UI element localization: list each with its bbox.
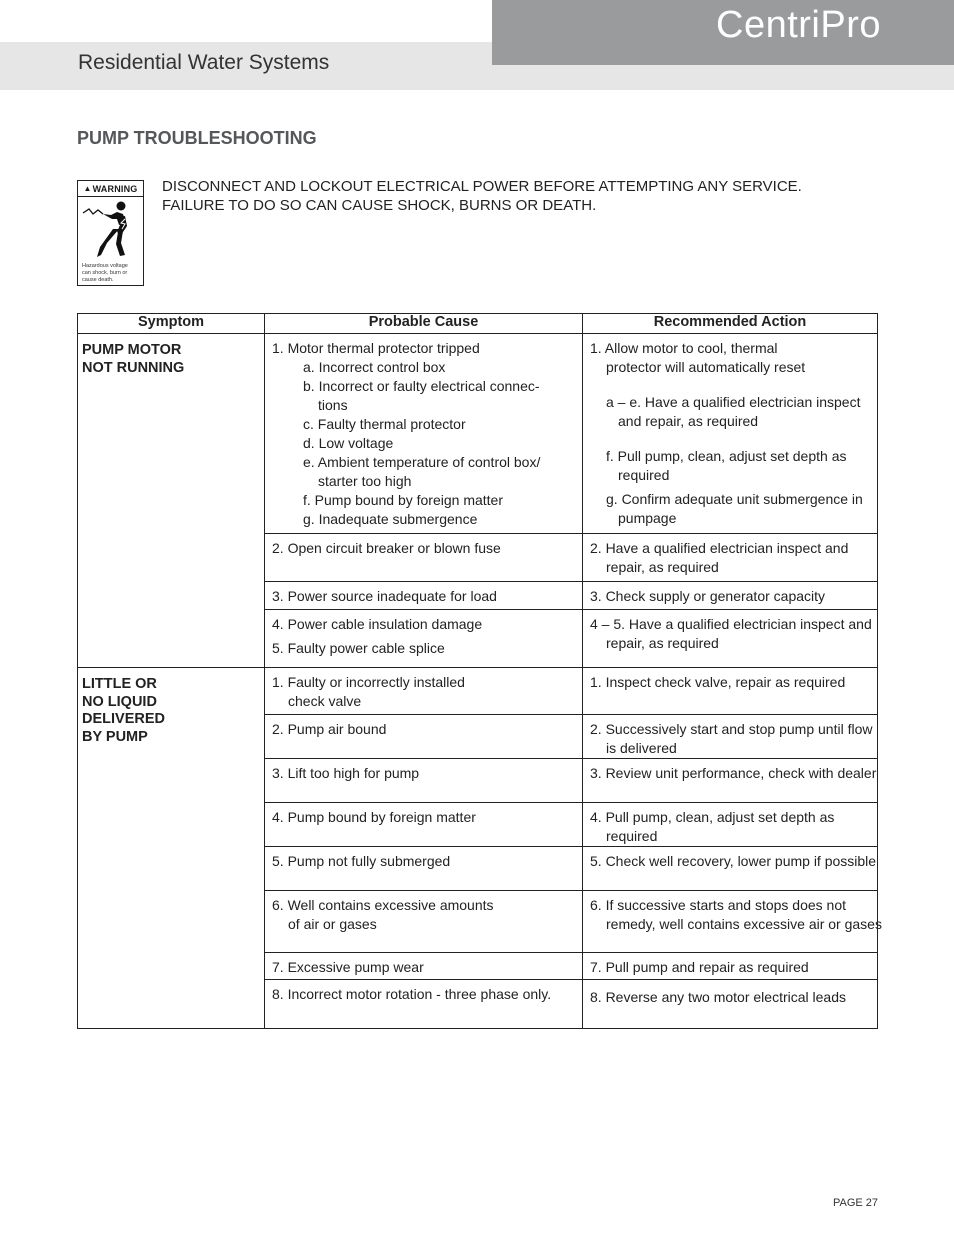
symptom-label: PUMP MOTOR NOT RUNNING [82,342,185,376]
action-cell [583,953,878,980]
cause-text: 1. Motor thermal protector tripped [272,340,480,356]
cause-text: 4. Pump bound by foreign matter [272,809,476,825]
action-text: 3. Review unit performance, check with dealer [590,765,877,781]
warning-caption [82,263,142,284]
cause-text: 3. Lift too high for pump [272,765,420,781]
warning-caption-line: Hazardous voltage [82,263,128,269]
action-text: 2. Successively start and stop pump until flow [590,721,873,737]
column-header-probable-cause: Probable Cause [265,314,583,334]
symptom-label: LITTLE OR NO LIQUID DELIVERED BY PUMP [82,676,165,745]
action-cell [583,668,878,715]
cause-cell [265,610,583,668]
section-title: PUMP TROUBLESHOOTING [77,128,317,148]
action-cell [583,334,878,534]
warning-statement-line: FAILURE TO DO SO CAN CAUSE SHOCK, BURNS OR DEATH. [162,197,597,214]
cause-text: 8. Incorrect motor rotation - three phase only. [272,986,552,1002]
warning-statement [162,177,862,215]
symptom-cell [78,334,265,668]
cause-text: 5. Pump not fully submerged [272,853,451,869]
cause-text: c. Faulty thermal protector [303,416,466,432]
action-cell [583,803,878,847]
column-header-symptom: Symptom [78,314,265,334]
cause-text: 3. Power source inadequate for load [272,588,497,604]
cause-text: check valve [288,693,362,709]
cause-text: g. Inadequate submergence [303,511,478,527]
table-row [78,668,878,715]
troubleshooting-table [77,313,882,1029]
document-subtitle: Residential Water Systems [78,51,330,74]
cause-cell [265,980,583,1029]
brand-logo-text: CentriPro [716,4,881,46]
action-text: repair, as required [606,559,719,575]
electric-shock-icon [81,199,141,261]
action-text: repair, as required [606,635,719,651]
cause-cell [265,668,583,715]
warning-triangle-icon: ▲ [83,184,92,193]
warning-header-text: WARNING [92,183,138,194]
cause-text: of air or gases [288,916,377,932]
action-text: 6. If successive starts and stops does not [590,897,847,913]
cause-text: b. Incorrect or faulty electrical connec- [303,378,540,394]
action-text: is delivered [606,740,677,756]
cause-text: 1. Faulty or incorrectly installed [272,674,465,690]
action-text: pumpage [618,510,677,526]
cause-text: d. Low voltage [303,435,394,451]
warning-caption-line: cause death. [82,277,114,283]
cause-cell [265,953,583,980]
action-text: 1. Inspect check valve, repair as required [590,674,846,690]
column-header-recommended-action: Recommended Action [583,314,878,334]
action-text: remedy, well contains excessive air or gases [606,916,882,932]
cause-text: 7. Excessive pump wear [272,959,424,975]
action-cell [583,980,878,1029]
action-text: 4 – 5. Have a qualified electrician inspect and [590,616,872,632]
cause-text: e. Ambient temperature of control box/ [303,454,541,470]
action-text: and repair, as required [618,413,759,429]
action-text: protector will automatically reset [606,359,806,375]
warning-caption-line: can shock, burn or [82,270,128,276]
symptom-cell [78,668,265,1029]
action-text: a – e. Have a qualified electrician inspect [606,394,861,410]
action-text: 1. Allow motor to cool, thermal [590,340,778,356]
action-cell [583,534,878,582]
warning-statement-line: DISCONNECT AND LOCKOUT ELECTRICAL POWER BEFORE ATTEMPTING ANY SERVICE. [162,178,802,195]
action-text: f. Pull pump, clean, adjust set depth as [606,448,847,464]
action-text: 2. Have a qualified electrician inspect and [590,540,849,556]
action-cell [583,891,882,953]
cause-text: tions [318,397,348,413]
cause-cell [265,803,583,847]
table-header-row [78,314,878,334]
action-text: 3. Check supply or generator capacity [590,588,826,604]
cause-text: 5. Faulty power cable splice [272,640,445,656]
cause-text: 2. Open circuit breaker or blown fuse [272,540,501,556]
cause-text: f. Pump bound by foreign matter [303,492,503,508]
action-text: required [618,467,670,483]
cause-text: 4. Power cable insulation damage [272,616,483,632]
action-cell [583,582,878,610]
action-cell [583,847,878,891]
action-cell [583,610,878,668]
cause-cell [265,759,583,803]
action-text: g. Confirm adequate unit submergence in [606,491,863,507]
action-text: required [606,828,658,844]
cause-cell [265,891,583,953]
page-number: PAGE 27 [833,1197,879,1209]
action-text: 8. Reverse any two motor electrical leads [590,989,846,1005]
cause-cell [265,334,583,534]
cause-cell [265,582,583,610]
action-cell [583,759,878,803]
action-text: 7. Pull pump and repair as required [590,959,809,975]
cause-text: a. Incorrect control box [303,359,446,375]
cause-text: 2. Pump air bound [272,721,387,737]
cause-cell [265,847,583,891]
action-text: 4. Pull pump, clean, adjust set depth as [590,809,835,825]
table-row [78,334,878,534]
cause-text: 6. Well contains excessive amounts [272,897,494,913]
cause-text: starter too high [318,473,412,489]
cause-cell [265,715,583,759]
action-text: 5. Check well recovery, lower pump if possible [590,853,877,869]
cause-cell [265,534,583,582]
warning-label [77,180,144,286]
warning-header [78,181,143,197]
action-cell [583,715,878,759]
